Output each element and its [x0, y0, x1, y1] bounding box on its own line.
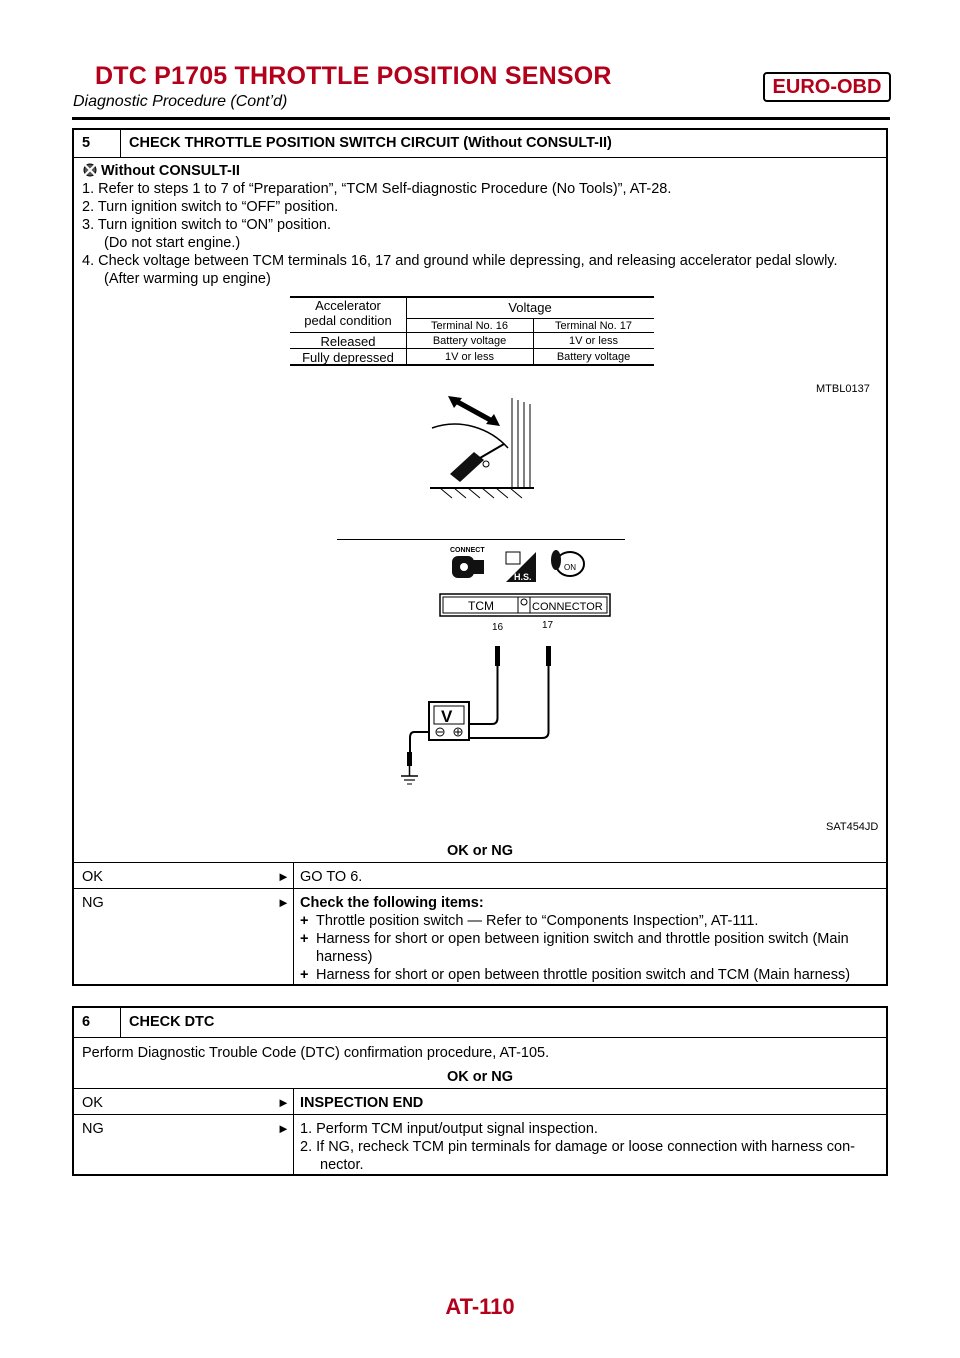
connect-icon [450, 547, 485, 578]
table-header-voltage: Voltage [508, 300, 552, 315]
ng-item-bullet-icon: + [300, 913, 309, 929]
step6-ok-arrow-icon: ► [277, 1095, 290, 1110]
table-row-2-t17: Battery voltage [556, 351, 631, 363]
step6-text: Perform Diagnostic Trouble Code (DTC) confirmation procedure, AT-105. [82, 1045, 550, 1061]
hs-label: H.S. [514, 572, 532, 582]
table-row-2-condition: Fully depressed [302, 350, 394, 365]
figure-divider [337, 539, 625, 540]
step6-result-ng-action: 1. Perform TCM input/output signal inspection. [300, 1121, 598, 1137]
step5-title-rule [74, 157, 886, 158]
step5-number: 5 [82, 135, 91, 151]
step5-result-ng-action: Check the following items: [300, 895, 484, 911]
ng-item-1: Throttle position switch — Refer to “Components Inspection”, AT-111. [316, 913, 759, 929]
step5-ng-arrow-icon: ► [277, 895, 290, 910]
voltage-table [290, 296, 654, 366]
step6-number-divider [120, 1008, 121, 1037]
ng-item-3: Harness for short or open between throttle position switch and TCM (Main harness) [316, 967, 851, 983]
ng-item-bullet-icon: + [300, 931, 309, 947]
step6-title: CHECK DTC [129, 1014, 215, 1030]
step5-line-5: 4. Check voltage between TCM terminals 16, 17 and ground while depressing, and releasing accelerator pedal slowly. [82, 253, 838, 269]
table-subheader-17: Terminal No. 17 [554, 320, 633, 332]
step5-tool-label: Without CONSULT-II [101, 163, 240, 179]
diagram-code: SAT454JD [826, 821, 879, 833]
step5-number-divider [120, 130, 121, 157]
step5-line-6: (After warming up engine) [104, 271, 271, 287]
step6-result-ng-label: NG [82, 1121, 104, 1137]
table-row-1-t17: 1V or less [569, 335, 618, 347]
step5-ok-ng-rule [74, 862, 886, 863]
tcm-wiring-diagram [374, 542, 614, 802]
no-tools-icon [82, 162, 98, 178]
voltmeter-label: V [441, 707, 453, 726]
connect-label: CONNECT [450, 547, 485, 554]
pin-17-label: 17 [542, 620, 554, 631]
step5-ok-rule [74, 888, 886, 889]
ignition-on-label: ON [564, 563, 576, 572]
step5-line-2: 2. Turn ignition switch to “OFF” position. [82, 199, 339, 215]
step6-result-ok-label: OK [82, 1095, 103, 1111]
section-badge: EURO-OBD [763, 72, 891, 102]
page-title: DTC P1705 THROTTLE POSITION SENSOR [95, 62, 612, 90]
step5-result-divider [293, 862, 294, 986]
step6-ok-rule [74, 1114, 886, 1115]
step5-result-ng-label: NG [82, 895, 104, 911]
step6-result-divider [293, 1088, 294, 1176]
table-row-2-t16: 1V or less [445, 351, 494, 363]
connector-label: CONNECTOR [532, 601, 603, 613]
step6-box [72, 1006, 888, 1176]
hs-icon [506, 552, 536, 582]
tcm-label: TCM [468, 599, 494, 613]
step6-ng-arrow-icon: ► [277, 1121, 290, 1136]
step5-ok-arrow-icon: ► [277, 869, 290, 884]
step6-ng-line-3: nector. [320, 1157, 364, 1173]
pin-16-label: 16 [492, 622, 504, 633]
step5-ok-ng: OK or NG [446, 843, 514, 859]
accelerator-pedal-illustration [430, 394, 540, 500]
step6-title-rule [74, 1037, 886, 1038]
table-row-1-condition: Released [320, 334, 376, 349]
ignition-on-icon [551, 550, 584, 576]
ng-item-bullet-icon: + [300, 967, 309, 983]
page-subtitle: Diagnostic Procedure (Cont’d) [73, 93, 288, 110]
step5-box [72, 128, 888, 986]
table-row-1-t16: Battery voltage [432, 335, 507, 347]
header-rule [72, 117, 890, 120]
step5-result-ok-action: GO TO 6. [300, 869, 363, 885]
table-header-condition-l2: pedal condition [304, 313, 392, 328]
page-number: AT-110 [445, 1294, 515, 1319]
step6-ok-ng: OK or NG [446, 1069, 514, 1085]
step6-ok-ng-rule [74, 1088, 886, 1089]
table-code: MTBL0137 [816, 383, 870, 395]
step5-line-1: 1. Refer to steps 1 to 7 of “Preparation”, “TCM Self-diagnostic Procedure (No Tools)”, AT-28. [82, 181, 672, 197]
step6-number: 6 [82, 1014, 91, 1030]
table-subheader-16: Terminal No. 16 [430, 320, 509, 332]
step5-result-ok-label: OK [82, 869, 103, 885]
step5-line-4: (Do not start engine.) [104, 235, 241, 251]
step5-line-3: 3. Turn ignition switch to “ON” position. [82, 217, 332, 233]
table-header-condition-l1: Accelerator [315, 298, 381, 313]
ng-item-2-cont: harness) [316, 949, 373, 965]
step5-title: CHECK THROTTLE POSITION SWITCH CIRCUIT (Without CONSULT-II) [129, 135, 612, 151]
step6-result-ok-action: INSPECTION END [300, 1095, 424, 1111]
step6-ng-line-2: 2. If NG, recheck TCM pin terminals for damage or loose connection with harness con- [300, 1139, 856, 1155]
ng-item-2: Harness for short or open between ignition switch and throttle position switch (Main [316, 931, 849, 947]
